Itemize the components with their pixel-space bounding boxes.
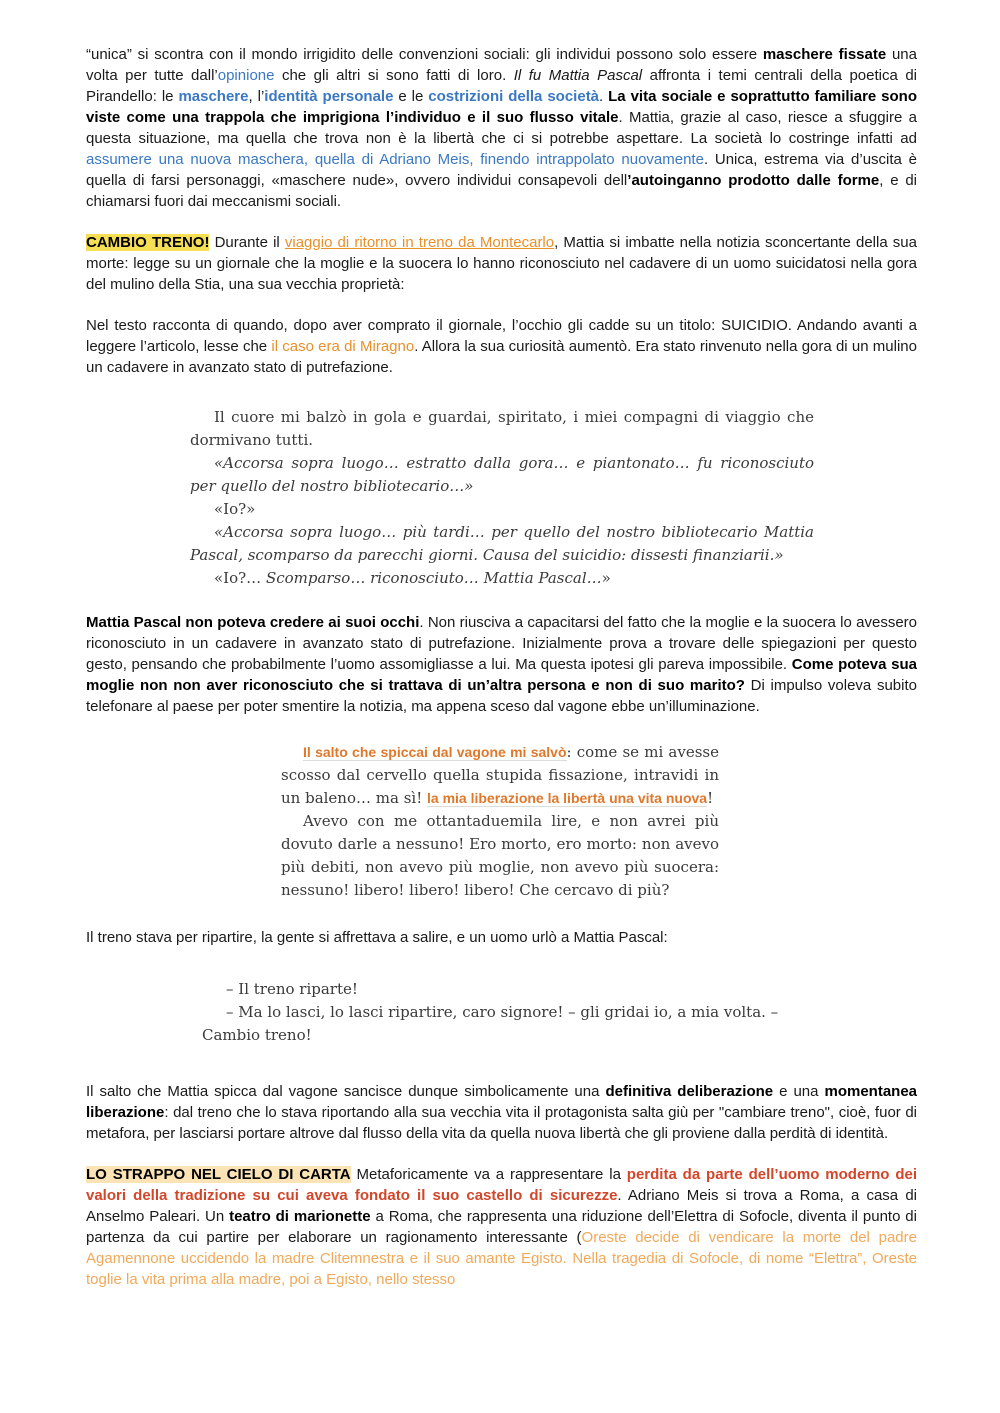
section-tag: CAMBIO TRENO!	[86, 234, 210, 251]
quote-paragraph: Avevo con me ottantaduemila lire, e non avrei più dovuto darle a nessuno! Ero morto, ero morto: non avevo più debiti, non avevo più moglie, non avevo più suocera: nessuno! libero! libero! libero! Che cercavo di più?	[281, 812, 719, 899]
paragraph-salto-simbolico	[86, 1081, 917, 1144]
highlighted-quote: Il salto che spiccai dal vagone mi salvò	[303, 744, 567, 760]
highlight-text: il caso era di Miragno	[271, 338, 415, 355]
text: : dal treno che lo stava riportando alla sua vecchia vita il protagonista salta giù per "cambiare treno", cioè, fuor di metafora, per lasciarsi portare altrove dal flusso della vita da quella nuova libertà che gli proviene dalla perdità di identità.	[86, 1104, 917, 1142]
highlight-text: opinione	[217, 67, 275, 84]
quote-line: – Il treno riparte!	[226, 980, 358, 998]
paragraph-strappo-cielo	[86, 1164, 917, 1290]
quote-line: – Ma lo lasci, lo lasci ripartire, caro signore! – gli gridai io, a mia volta. – Cambio treno!	[202, 1003, 779, 1044]
quote-text: : come se mi avesse scosso dal cervello quella stupida fissazione, intravidi in un baleno… ma sì!	[281, 743, 719, 807]
highlight-text: Oreste decide di vendicare la morte del padre Agamennone uccidendo la madre Clitemnestra e il suo amante Egisto. Nella tragedia di Sofocle, di nome “Elettra”, Oreste toglie la vita prima alla madre, poi a Egisto, nello stesso	[86, 1229, 917, 1288]
text: affronta i temi centrali della poetica di Pirandello: le	[86, 67, 917, 105]
paragraph-cambio-treno	[86, 232, 917, 295]
quote-text: Scomparso… riconosciuto… Mattia Pascal…	[265, 569, 602, 587]
keyword: maschere	[178, 88, 249, 105]
text: . Mattia, grazie al caso, riesce a sfuggire a questa situazione, ma quella che trova non è la libertà che ci si potrebbe aspettare. La società lo costringe infatti ad	[86, 109, 917, 147]
quote-text: «Io?…	[214, 569, 266, 587]
text: .	[599, 88, 609, 105]
keyword: costrizioni della società	[428, 88, 600, 105]
text: . Adriano Meis si trova a Roma, a casa di Anselmo Paleari. Un	[86, 1187, 917, 1225]
bold-text: La vita sociale e soprattutto familiare sono viste come una trappola che imprigiona l’individuo e il suo flusso vitale	[86, 88, 918, 126]
quote-text: !	[707, 789, 714, 807]
text: Metaforicamente va a rappresentare la	[350, 1166, 627, 1183]
highlighted-quote: la mia liberazione la libertà una vita nuova	[427, 790, 708, 806]
text: Il treno stava per ripartire, la gente si affrettava a salire, e un uomo urlò a Mattia Pascal:	[86, 929, 668, 946]
quote-block-cambio-treno	[202, 978, 804, 1047]
quote-line: «Accorsa sopra luogo… più tardi… per quello del nostro bibliotecario Mattia Pascal, scomparso da parecchi giorni. Causa del suicidio: dissesti finanziarii.»	[190, 523, 814, 564]
text: e una	[773, 1083, 825, 1100]
text: Di impulso voleva subito telefonare al paese per poter smentire la notizia, ma appena sceso dal vagone ebbe un’illuminazione.	[86, 677, 917, 715]
quote-text: »	[601, 569, 611, 587]
book-title: Il fu Mattia Pascal	[513, 67, 643, 84]
bold-text: momentanea liberazione	[86, 1083, 918, 1121]
paragraph-masks	[86, 44, 917, 212]
text: Il salto che Mattia spicca dal vagone sancisce dunque simbolicamente una	[86, 1083, 606, 1100]
text: Nel testo racconta di quando, dopo aver comprato il giornale, l’occhio gli cadde su un titolo: SUICIDIO. Andando avanti a leggere l’articolo, lesse che	[86, 317, 917, 355]
text: Durante il	[209, 234, 285, 251]
bold-text: ’autoinganno prodotto dalle forme	[627, 172, 880, 189]
inline-link[interactable]: viaggio di ritorno in treno da Montecarlo	[284, 234, 555, 251]
quote-line: «Accorsa sopra luogo… estratto dalla gora… e piantonato… fu riconosciuto per quello del nostro bibliotecario…»	[190, 454, 814, 495]
document-page	[86, 44, 917, 1290]
quote-line: «Io?»	[214, 500, 256, 518]
paragraph-suicidio	[86, 315, 917, 378]
quote-line	[190, 567, 814, 590]
keyword: identità personale	[264, 88, 394, 105]
text: a Roma, che rappresenta una riduzione dell’Elettra di Sofocle, diventa il punto di partenza da cui partire per elaborare un ragionamento interessante (	[86, 1208, 917, 1246]
text: “unica” si scontra con il mondo irrigidito delle convenzioni sociali: gli individui possono solo essere	[86, 46, 763, 63]
highlight-text: perdita da parte dell’uomo moderno dei valori della tradizione su cui aveva fondato il suo castello di sicurezze	[86, 1166, 917, 1204]
text: . Non riusciva a capacitarsi del fatto che la moglie e la suocera lo avessero riconosciuto in un cadavere in avanzato stato di putrefazione. Inizialmente prova a trovare delle spiegazioni per questo gesto, pensando che probabilmente l’uomo assomigliasse a lui. Ma questa ipotesi gli pareva impossibile.	[86, 614, 917, 673]
paragraph-treno-riparte	[86, 927, 917, 948]
text: una volta per tutte dall’	[86, 46, 917, 84]
quote-block-salto	[281, 741, 719, 902]
bold-text: Mattia Pascal non poteva credere ai suoi occhi	[86, 614, 420, 631]
text: e le	[393, 88, 429, 105]
text: , l’	[248, 88, 265, 105]
bold-text: teatro di marionette	[229, 1208, 371, 1225]
text: , Mattia si imbatte nella notizia sconcertante della sua morte: legge su un giornale che la moglie e la suocera lo hanno riconosciuto nel cadavere di un uomo suicidatosi nella gora del mulino della Stia, una sua vecchia proprietà:	[86, 234, 917, 293]
quote-block-newspaper	[190, 406, 814, 590]
bold-text: definitiva deliberazione	[605, 1083, 774, 1100]
quote-paragraph	[281, 741, 719, 810]
bold-text: Come poteva sua moglie non non aver riconosciuto che si trattava di un’altra persona e non di suo marito?	[86, 656, 917, 694]
text: . Allora la sua curiosità aumentò. Era stato rinvenuto nella gora di un mulino un cadavere in avanzato stato di putrefazione.	[86, 338, 917, 376]
section-tag: LO STRAPPO NEL CIELO DI CARTA	[86, 1166, 351, 1183]
highlight-text: assumere una nuova maschera, quella di Adriano Meis, finendo intrappolato nuovamente	[86, 151, 704, 168]
text: che gli altri si sono fatti di loro.	[274, 67, 514, 84]
text: , e di chiamarsi fuori dai meccanismi sociali.	[86, 172, 917, 210]
paragraph-mattia-occhi	[86, 612, 917, 717]
text: . Unica, estrema via d’uscita è quella di farsi personaggi, «maschere nude», ovvero individui consapevoli dell	[86, 151, 917, 189]
bold-text: maschere fissate	[762, 46, 887, 63]
quote-line: Il cuore mi balzò in gola e guardai, spiritato, i miei compagni di viaggio che dormivano tutti.	[190, 408, 814, 449]
